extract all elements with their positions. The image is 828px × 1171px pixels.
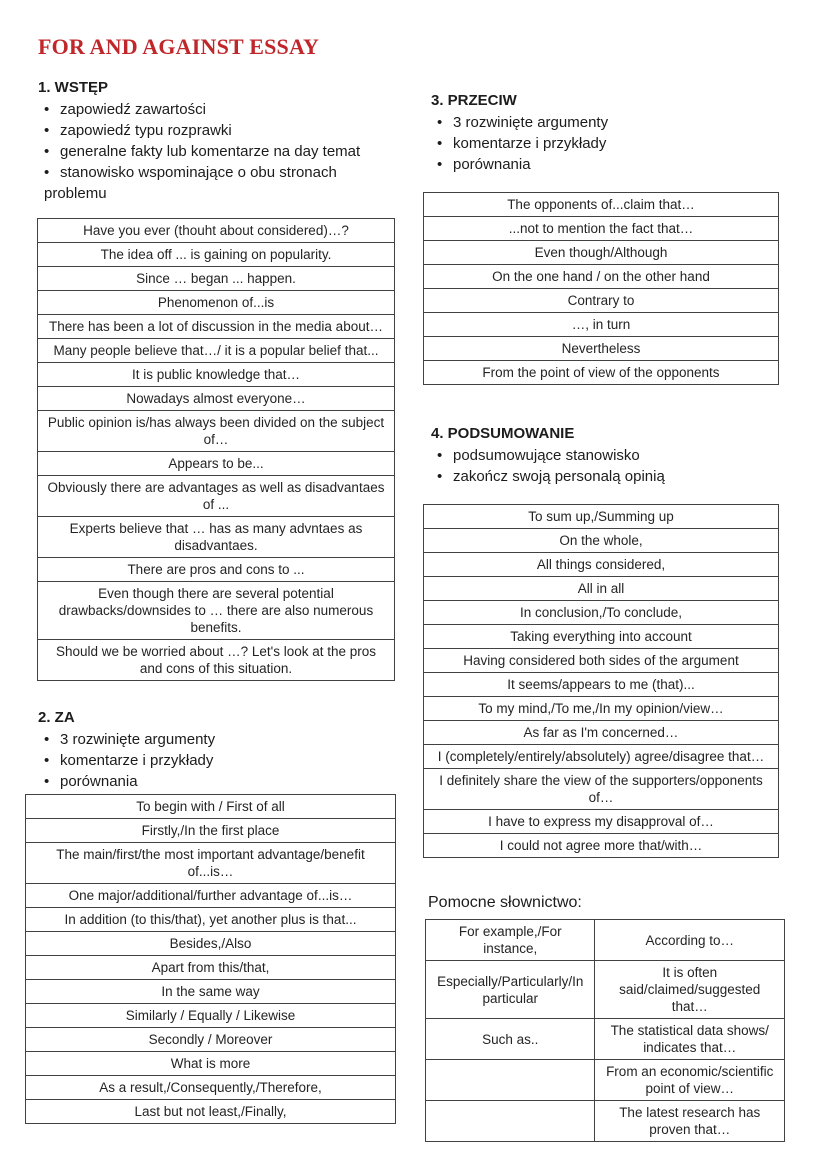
table-row [38, 411, 395, 452]
table-row [424, 769, 779, 810]
bullet-item [44, 162, 400, 204]
phrase-cell: Should we be worried about …? Let's look at the pros and cons of this situation. [38, 640, 395, 681]
table-row [424, 361, 779, 385]
table-row [26, 932, 396, 956]
bullet-text: porównania [60, 773, 138, 790]
table-row [38, 315, 395, 339]
phrase-cell: As a result,/Consequently,/Therefore, [26, 1076, 396, 1100]
bullet-icon: • [437, 156, 443, 173]
table-row [426, 1101, 785, 1142]
table-row [424, 810, 779, 834]
bullet-item [437, 133, 787, 154]
page-title: FOR AND AGAINST ESSAY [38, 34, 320, 59]
podsumowanie-bullet-list [431, 445, 787, 487]
phrase-cell: Even though/Although [424, 241, 779, 265]
table-row [424, 337, 779, 361]
phrase-cell: One major/additional/further advantage of...is… [26, 884, 396, 908]
table-row [424, 649, 779, 673]
table-row [38, 517, 395, 558]
table-row [26, 884, 396, 908]
table-row [424, 673, 779, 697]
phrase-cell: The main/first/the most important advantage/benefit of...is… [26, 843, 396, 884]
table-row [38, 267, 395, 291]
bullet-icon: • [437, 114, 443, 131]
wstep-phrases-table [37, 218, 395, 681]
table-row [426, 920, 785, 961]
phrase-cell: In the same way [26, 980, 396, 1004]
phrase-cell: Phenomenon of...is [38, 291, 395, 315]
table-row [38, 291, 395, 315]
table-row [38, 640, 395, 681]
table-row [38, 452, 395, 476]
phrase-cell: All things considered, [424, 553, 779, 577]
table-row [38, 582, 395, 640]
table-row [26, 908, 396, 932]
bullet-item [44, 729, 400, 750]
bullet-icon: • [44, 101, 50, 118]
table-row [26, 1052, 396, 1076]
phrase-cell: Contrary to [424, 289, 779, 313]
slownictwo-right-cell: It is often said/claimed/suggested that… [595, 961, 785, 1019]
section-heading-slownictwo: Pomocne słownictwo: [428, 894, 582, 911]
table-row [424, 697, 779, 721]
table-row [426, 1019, 785, 1060]
bullet-icon: • [44, 752, 50, 769]
table-row [424, 217, 779, 241]
phrase-cell: Experts believe that … has as many advntaes as disadvantaes. [38, 517, 395, 558]
phrase-cell: ...not to mention the fact that… [424, 217, 779, 241]
phrase-cell: From the point of view of the opponents [424, 361, 779, 385]
phrase-cell: All in all [424, 577, 779, 601]
section-wstep [38, 79, 400, 204]
przeciw-bullet-list [431, 112, 787, 175]
section-heading-wstep: 1. WSTĘP [38, 79, 109, 96]
slownictwo-left-cell [426, 1101, 595, 1142]
slownictwo-right-cell: The latest research has proven that… [595, 1101, 785, 1142]
bullet-item [44, 141, 400, 162]
phrase-cell: Many people believe that…/ it is a popular belief that... [38, 339, 395, 363]
phrase-cell: I (completely/entirely/absolutely) agree/disagree that… [424, 745, 779, 769]
table-row [424, 721, 779, 745]
phrase-cell: Apart from this/that, [26, 956, 396, 980]
bullet-icon: • [44, 143, 50, 160]
table-row [26, 1028, 396, 1052]
phrase-cell: To sum up,/Summing up [424, 505, 779, 529]
bullet-text: komentarze i przykłady [60, 752, 214, 769]
phrase-cell: On the whole, [424, 529, 779, 553]
bullet-text: komentarze i przykłady [453, 135, 607, 152]
bullet-icon: • [44, 122, 50, 139]
phrase-cell: Obviously there are advantages as well as disadvantaes of ... [38, 476, 395, 517]
slownictwo-left-cell: For example,/For instance, [426, 920, 595, 961]
phrase-cell: The opponents of...claim that… [424, 193, 779, 217]
table-row [424, 193, 779, 217]
table-row [424, 241, 779, 265]
table-row [38, 339, 395, 363]
phrase-cell: It seems/appears to me (that)... [424, 673, 779, 697]
phrase-cell: Have you ever (thouht about considered)…? [38, 219, 395, 243]
table-row [26, 1076, 396, 1100]
phrase-cell: As far as I'm concerned… [424, 721, 779, 745]
phrase-cell: What is more [26, 1052, 396, 1076]
bullet-item [437, 112, 787, 133]
table-row [424, 834, 779, 858]
phrase-cell: Secondly / Moreover [26, 1028, 396, 1052]
table-row [424, 745, 779, 769]
bullet-item [437, 154, 787, 175]
bullet-icon: • [437, 135, 443, 152]
phrase-cell: Nowadays almost everyone… [38, 387, 395, 411]
bullet-text: porównania [453, 156, 531, 173]
bullet-item [44, 771, 400, 792]
phrase-cell: Since … began ... happen. [38, 267, 395, 291]
phrase-cell: Public opinion is/has always been divided on the subject of… [38, 411, 395, 452]
slownictwo-right-cell: From an economic/scientific point of view… [595, 1060, 785, 1101]
table-row [38, 219, 395, 243]
phrase-cell: I definitely share the view of the supporters/opponents of… [424, 769, 779, 810]
bullet-text: podsumowujące stanowisko [453, 447, 640, 464]
table-row [26, 1100, 396, 1124]
bullet-icon: • [437, 447, 443, 464]
table-row [424, 553, 779, 577]
phrase-cell: On the one hand / on the other hand [424, 265, 779, 289]
bullet-text: zakończ swoją personalą opinią [453, 468, 665, 485]
table-row [26, 980, 396, 1004]
table-row [26, 819, 396, 843]
table-row [26, 795, 396, 819]
bullet-text: stanowisko wspominające o obu stronach problemu [44, 164, 337, 202]
section-za [38, 709, 400, 792]
phrase-cell: I have to express my disapproval of… [424, 810, 779, 834]
table-row [424, 577, 779, 601]
section-podsumowanie [431, 425, 787, 487]
phrase-cell: To begin with / First of all [26, 795, 396, 819]
phrase-cell: Taking everything into account [424, 625, 779, 649]
table-row [424, 505, 779, 529]
phrase-cell: In conclusion,/To conclude, [424, 601, 779, 625]
bullet-text: 3 rozwinięte argumenty [453, 114, 609, 131]
table-row [424, 601, 779, 625]
table-row [426, 1060, 785, 1101]
table-row [424, 313, 779, 337]
wstep-bullet-list [38, 99, 400, 204]
table-row [424, 265, 779, 289]
bullet-icon: • [44, 773, 50, 790]
phrase-cell: …, in turn [424, 313, 779, 337]
bullet-item [44, 750, 400, 771]
table-row [426, 961, 785, 1019]
phrase-cell: Even though there are several potential drawbacks/downsides to … there are also numerous benefits. [38, 582, 395, 640]
table-row [424, 529, 779, 553]
za-phrases-table [25, 794, 396, 1124]
phrase-cell: The idea off ... is gaining on popularity. [38, 243, 395, 267]
phrase-cell: Appears to be... [38, 452, 395, 476]
za-bullet-list [38, 729, 400, 792]
slownictwo-table [425, 919, 785, 1142]
section-heading-przeciw: 3. PRZECIW [431, 92, 517, 109]
phrase-cell: There has been a lot of discussion in the media about… [38, 315, 395, 339]
table-row [38, 363, 395, 387]
bullet-icon: • [44, 164, 50, 181]
section-przeciw [431, 92, 787, 175]
table-row [26, 956, 396, 980]
slownictwo-left-cell [426, 1060, 595, 1101]
table-row [38, 387, 395, 411]
bullet-icon: • [437, 468, 443, 485]
phrase-cell: Having considered both sides of the argument [424, 649, 779, 673]
bullet-item [437, 466, 787, 487]
podsumowanie-phrases-table [423, 504, 779, 858]
table-row [26, 1004, 396, 1028]
table-row [38, 243, 395, 267]
bullet-item [44, 99, 400, 120]
bullet-item [44, 120, 400, 141]
phrase-cell: Besides,/Also [26, 932, 396, 956]
phrase-cell: Nevertheless [424, 337, 779, 361]
phrase-cell: Last but not least,/Finally, [26, 1100, 396, 1124]
przeciw-phrases-table [423, 192, 779, 385]
bullet-text: generalne fakty lub komentarze na day temat [60, 143, 361, 160]
table-row [424, 289, 779, 313]
table-row [424, 625, 779, 649]
phrase-cell: In addition (to this/that), yet another plus is that... [26, 908, 396, 932]
phrase-cell: There are pros and cons to ... [38, 558, 395, 582]
table-row [38, 558, 395, 582]
section-heading-podsumowanie: 4. PODSUMOWANIE [431, 425, 575, 442]
phrase-cell: I could not agree more that/with… [424, 834, 779, 858]
table-row [38, 476, 395, 517]
section-heading-za: 2. ZA [38, 709, 75, 726]
bullet-text: 3 rozwinięte argumenty [60, 731, 216, 748]
phrase-cell: It is public knowledge that… [38, 363, 395, 387]
slownictwo-left-cell: Especially/Particularly/In particular [426, 961, 595, 1019]
bullet-text: zapowiedź typu rozprawki [60, 122, 232, 139]
phrase-cell: Firstly,/In the first place [26, 819, 396, 843]
slownictwo-right-cell: According to… [595, 920, 785, 961]
phrase-cell: To my mind,/To me,/In my opinion/view… [424, 697, 779, 721]
bullet-item [437, 445, 787, 466]
slownictwo-right-cell: The statistical data shows/ indicates that… [595, 1019, 785, 1060]
phrase-cell: Similarly / Equally / Likewise [26, 1004, 396, 1028]
table-row [26, 843, 396, 884]
bullet-text: zapowiedź zawartości [60, 101, 206, 118]
slownictwo-left-cell: Such as.. [426, 1019, 595, 1060]
bullet-icon: • [44, 731, 50, 748]
